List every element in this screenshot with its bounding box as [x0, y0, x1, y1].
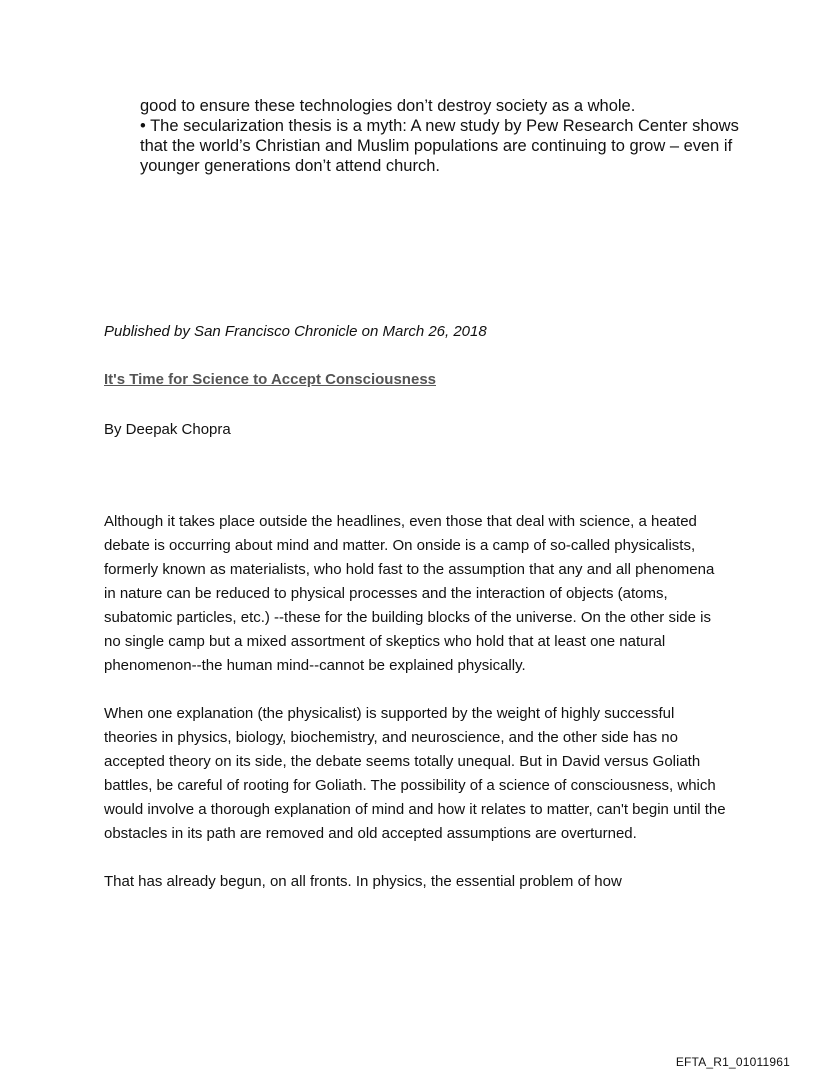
bullet-item: • The secularization thesis is a myth: A new study by Pew Research Center shows that the world’s Christian and Muslim populations are continuing to grow – even if younger generations don’t attend church.: [140, 117, 739, 175]
article-paragraph: Although it takes place outside the headlines, even those that deal with science, a heated debate is occurring about mind and matter. On onside is a camp of so-called physicalists, formerly known as materialists, who hold fast to the assumption that any and all phenomena in nature can be reduced to physical processes and the interaction of objects (atoms, subatomic particles, etc.) --these for the building blocks of the universe. On the other side is no single camp but a mixed assortment of skeptics who hold that at least one natural phenomenon--the human mind--cannot be explained physically.: [104, 513, 715, 674]
article-title-link[interactable]: It's Time for Science to Accept Consciousness: [104, 371, 436, 388]
article-paragraph: That has already begun, on all fronts. In physics, the essential problem of how: [104, 873, 622, 890]
published-line: Published by San Francisco Chronicle on March 26, 2018: [104, 323, 487, 340]
document-id: EFTA_R1_01011961: [675, 1055, 790, 1069]
top-text-block: [140, 96, 760, 176]
article-paragraph: When one explanation (the physicalist) is supported by the weight of highly successful theories in physics, biology, biochemistry, and neuroscience, and the other side has no accepted theory on its side, the debate seems totally unequal. But in David versus Goliath battles, be careful of rooting for Goliath. The possibility of a science of consciousness, which would involve a thorough explanation of mind and how it relates to matter, can't begin until the obstacles in its path are removed and old accepted assumptions are overturned.: [104, 705, 726, 842]
top-text-line: good to ensure these technologies don’t destroy society as a whole.: [140, 97, 636, 115]
byline: By Deepak Chopra: [104, 421, 231, 438]
article-body: [104, 510, 726, 918]
